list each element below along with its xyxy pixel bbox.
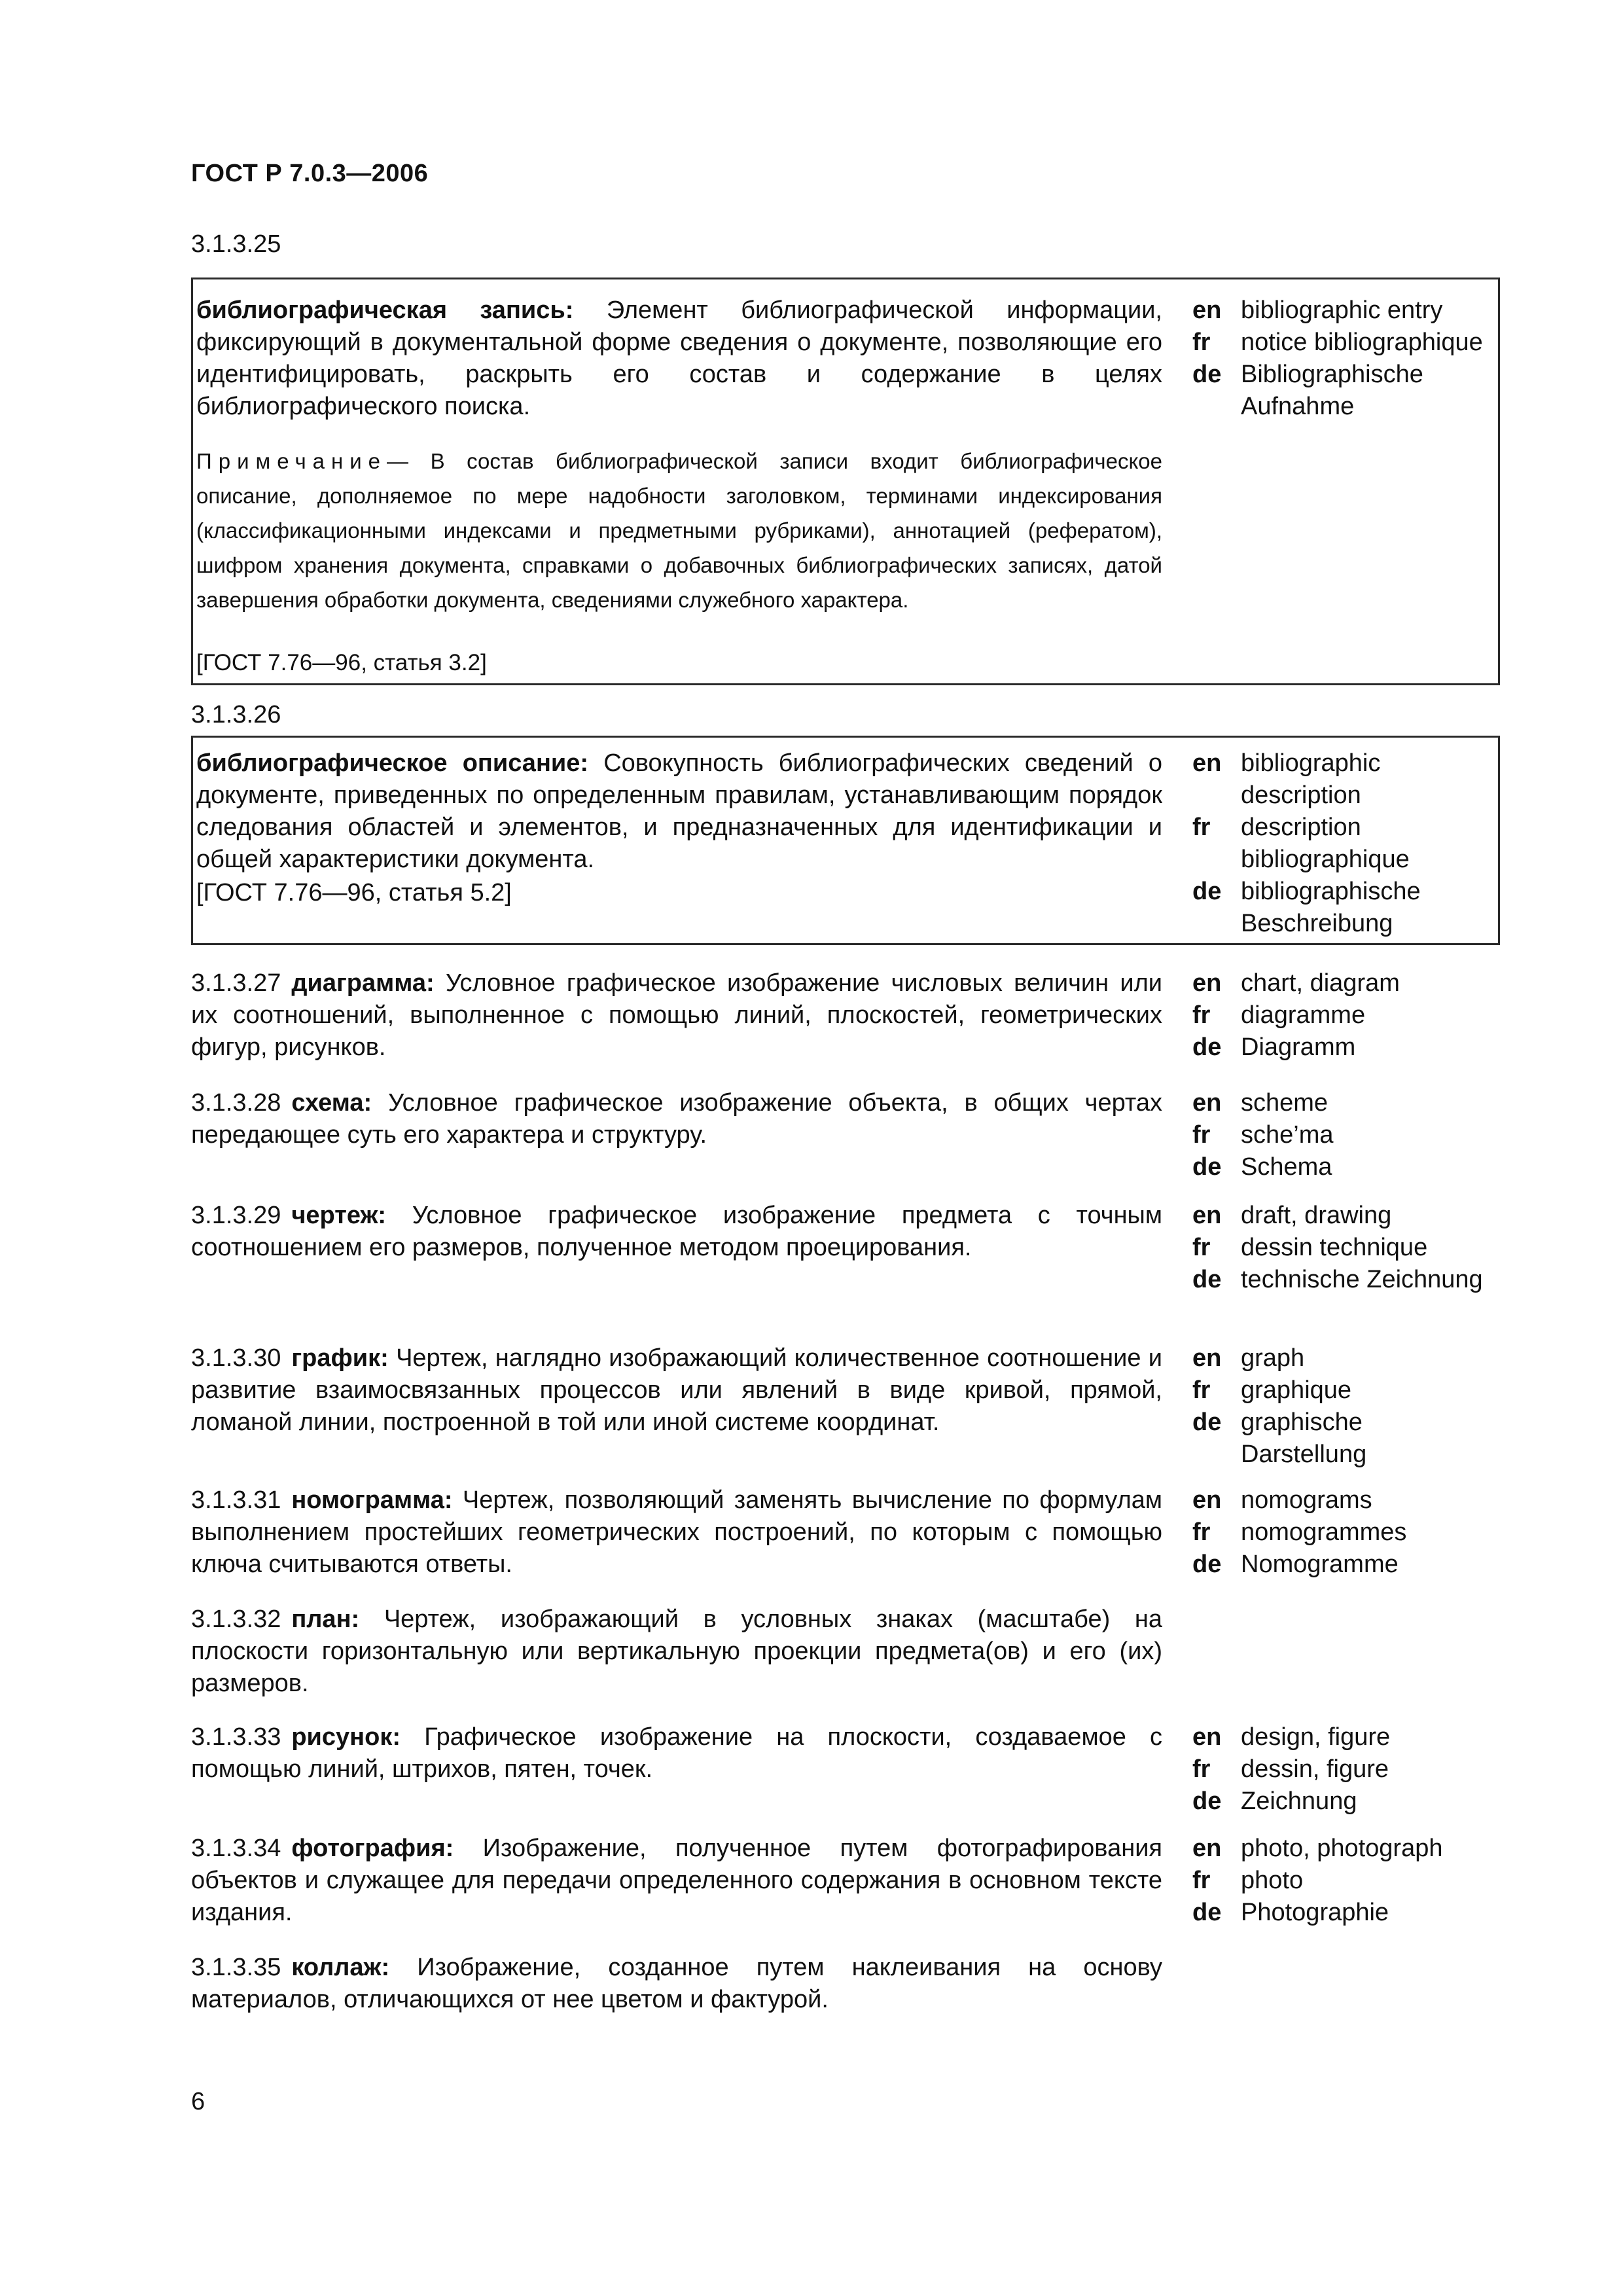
clause-number: 3.1.3.35 [191,1954,281,1981]
foreign-equivalents [1192,967,1493,1064]
term-name: номограмма: [291,1486,453,1514]
definition-text: Условное графическое изображение предмета с точным соотношением его размеров, полученное методом проецирования. [191,1202,1162,1261]
term-name: коллаж: [291,1954,390,1981]
foreign-equivalents [1192,1484,1493,1581]
lang-code: de [1192,1266,1222,1293]
lang-code: fr [1192,814,1211,841]
equivalent-en: bibliographic entry [1241,296,1443,324]
term-name: библиографическое описание: [196,749,589,777]
clause-number: 3.1.3.26 [191,701,281,728]
clause-number: 3.1.3.28 [191,1089,281,1117]
lang-code: en [1192,1344,1222,1372]
page-number: 6 [191,2088,205,2115]
lang-code: fr [1192,1234,1211,1261]
lang-code: de [1192,1551,1222,1578]
term-entry-drawing [191,1200,1162,1264]
lang-code: en [1192,1835,1222,1862]
lang-code: de [1192,1153,1222,1181]
lang-code: en [1192,1202,1222,1229]
lang-code: en [1192,1486,1222,1514]
foreign-equivalents [1192,1721,1493,1818]
equivalent-en: draft, drawing [1241,1202,1392,1229]
lang-code: de [1192,1033,1222,1061]
definition-text: Изображение, созданное путем наклеивания на основу материалов, отличающихся от нее цветом и фактурой. [191,1954,1162,2013]
document-header: ГОСТ Р 7.0.3—2006 [191,160,429,187]
note-text: — В состав библиографической записи входит библиографическое описание, дополняемое по мере надобности заголовком, терминами индексирования (классификационными индексами и предметными рубриками), аннотацией (рефератом), шифром хранения документа, справками о добавочных библиографических записях, датой завершения обработки документа, сведениями служебного характера. [196,449,1162,612]
foreign-equivalents [1192,1200,1493,1296]
lang-code: de [1192,1899,1222,1926]
term-entry-diagram [191,967,1162,1064]
equivalent-en: bibliographic description [1241,749,1381,809]
term-entry-photograph [191,1833,1162,1929]
lang-code: en [1192,1723,1222,1751]
equivalent-fr: description bibliographique [1241,814,1410,873]
lang-code: fr [1192,1001,1211,1029]
lang-code: de [1192,361,1222,388]
equivalent-en: design, figure [1241,1723,1391,1751]
equivalent-de: technische Zeichnung [1241,1266,1483,1293]
equivalent-en: scheme [1241,1089,1329,1117]
term-entry-collage [191,1952,1162,2016]
term-entry-graph [191,1342,1162,1439]
lang-code: de [1192,878,1222,905]
foreign-equivalents [1192,747,1493,940]
clause-number: 3.1.3.25 [191,230,281,258]
lang-code: fr [1192,1755,1211,1783]
term-entry-nomogram [191,1484,1162,1581]
lang-code: en [1192,1089,1222,1117]
definition-text: Условное графическое изображение объекта, в общих чертах передающее суть его характера и структуру. [191,1089,1163,1149]
definition-text: Совокупность библиографических сведений о документе, приведенных по определенным правилам, устанавливающим порядок следования областей и элементов, и предназначенных для идентификации и общей характеристики документа. [196,749,1162,873]
definition-text: Элемент библиографической информации, фиксирующий в документальной форме сведения о документе, позволяющие его идентифицировать, раскрыть его состав и содержание в целях библиографического поиска. [196,296,1162,420]
lang-code: fr [1192,1518,1211,1546]
lang-code: en [1192,969,1222,997]
equivalent-fr: dessin, figure [1241,1755,1389,1783]
term-note [196,444,1162,617]
lang-code: en [1192,749,1222,777]
equivalent-fr: diagramme [1241,1001,1366,1029]
clause-number: 3.1.3.33 [191,1723,281,1751]
term-reference: [ГОСТ 7.76—96, статья 5.2] [196,879,512,906]
note-label: Примечание [196,449,387,473]
definition-text: Условное графическое изображение числовых величин или их соотношений, выполненное с помощью линий, плоскостей, геометрических фигур, рисунков. [191,969,1162,1061]
equivalent-fr: notice bibliographique [1241,329,1483,356]
equivalent-en: chart, diagram [1241,969,1400,997]
lang-code: fr [1192,329,1211,356]
lang-code: fr [1192,1867,1211,1894]
equivalent-fr: sche’ma [1241,1121,1334,1149]
clause-number: 3.1.3.32 [191,1605,281,1633]
term-entry-scheme [191,1087,1162,1151]
definition-text: Графическое изображение на плоскости, создаваемое с помощью линий, штрихов, пятен, точек. [191,1723,1162,1783]
definition-text: Чертеж, изображающий в условных знаках (масштабе) на плоскости горизонтальную или вертикальную проекции предмета(ов) и его (их) размеров. [191,1605,1162,1697]
lang-code: en [1192,296,1222,324]
term-name: график: [291,1344,389,1372]
lang-code: fr [1192,1121,1211,1149]
equivalent-fr: graphique [1241,1376,1352,1404]
definition-text: Чертеж, наглядно изображающий количественное соотношение и развитие взаимосвязанных процессов или явлений в виде кривой, прямой, ломаной линии, построенной в той или иной системе координат. [191,1344,1162,1436]
lang-code: de [1192,1408,1222,1436]
foreign-equivalents [1192,1087,1493,1183]
term-entry-figure [191,1721,1162,1785]
equivalent-de: Diagramm [1241,1033,1356,1061]
lang-code: de [1192,1787,1222,1815]
term-name: рисунок: [291,1723,401,1751]
term-reference: [ГОСТ 7.76—96, статья 3.2] [196,650,487,675]
equivalent-de: Photographie [1241,1899,1389,1926]
foreign-equivalents [1192,1342,1493,1471]
definition-text: Чертеж, позволяющий заменять вычисление по формулам выполнением простейших геометрических построений, по которым с помощью ключа считываются ответы. [191,1486,1163,1578]
clause-number: 3.1.3.27 [191,969,281,997]
foreign-equivalents [1192,1833,1493,1929]
equivalent-de: graphische Darstellung [1241,1408,1367,1468]
term-name: чертеж: [291,1202,387,1229]
equivalent-de: Bibliographische Aufnahme [1241,361,1423,420]
equivalent-en: graph [1241,1344,1305,1372]
term-definition [196,295,1162,423]
equivalent-fr: dessin technique [1241,1234,1428,1261]
equivalent-de: bibliographische Beschreibung [1241,878,1421,937]
term-name: диаграмма: [291,969,435,997]
foreign-equivalents [1192,295,1493,423]
lang-code: fr [1192,1376,1211,1404]
clause-number: 3.1.3.34 [191,1835,281,1862]
clause-number: 3.1.3.31 [191,1486,281,1514]
term-name: схема: [291,1089,372,1117]
equivalent-en: nomograms [1241,1486,1372,1514]
term-name: фотография: [291,1835,454,1862]
clause-number: 3.1.3.30 [191,1344,281,1372]
definition-text: Изображение, полученное путем фотографирования объектов и служащее для передачи определенного содержания в основном тексте издания. [191,1835,1162,1926]
term-definition [196,747,1162,876]
equivalent-de: Zeichnung [1241,1787,1357,1815]
term-name: библиографическая запись: [196,296,574,324]
term-entry-plan [191,1604,1162,1700]
equivalent-fr: photo [1241,1867,1304,1894]
equivalent-de: Nomogramme [1241,1551,1399,1578]
clause-number: 3.1.3.29 [191,1202,281,1229]
equivalent-fr: nomogrammes [1241,1518,1407,1546]
equivalent-en: photo, photograph [1241,1835,1443,1862]
equivalent-de: Schema [1241,1153,1332,1181]
term-name: план: [291,1605,360,1633]
